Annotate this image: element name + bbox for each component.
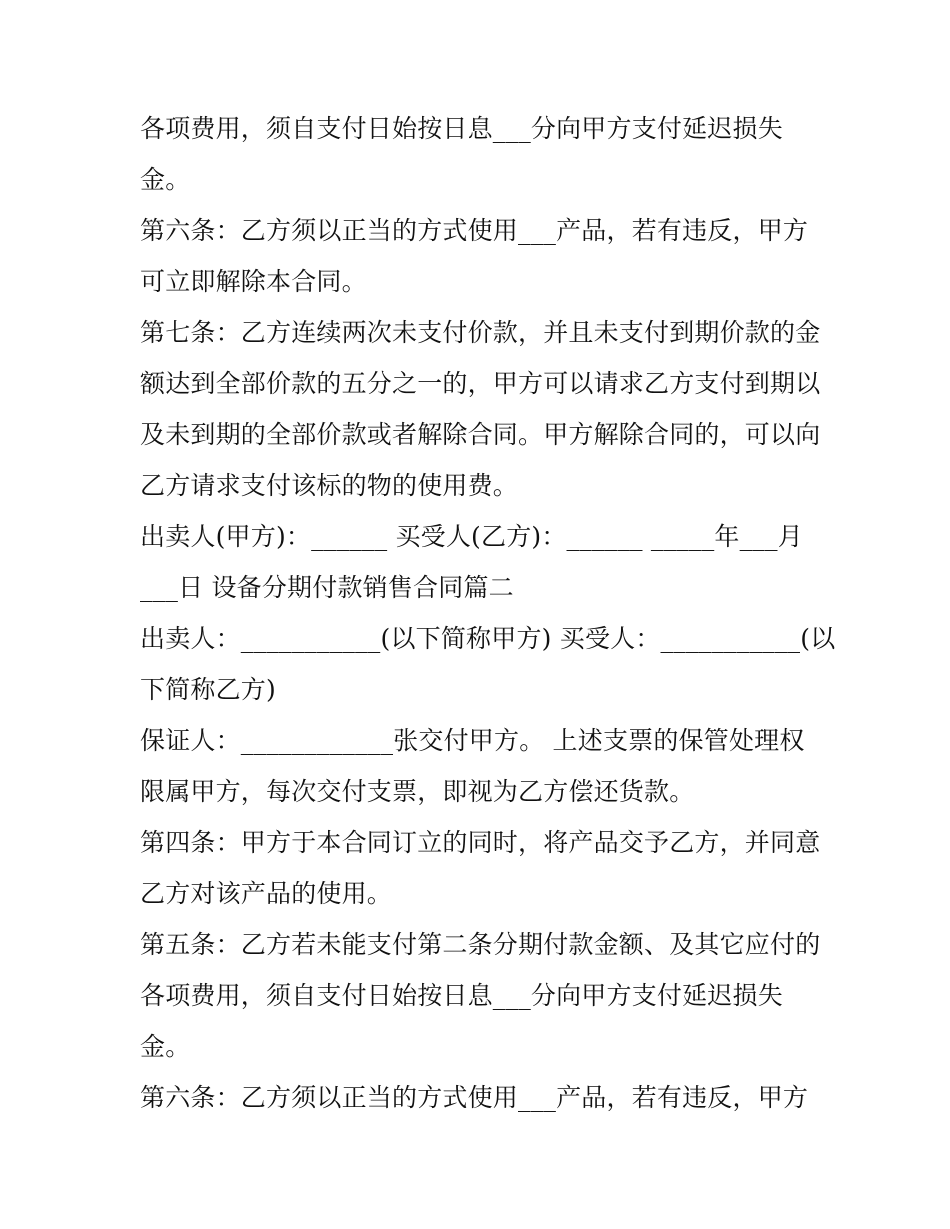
text-line: 及未到期的全部价款或者解除合同。甲方解除合同的，可以向	[140, 420, 821, 449]
text-line: 金。	[140, 1032, 191, 1061]
document-body	[140, 103, 836, 1123]
text-line: 各项费用，须自支付日始按日息___分向甲方支付延迟损失	[140, 114, 783, 143]
text-line: 第七条：乙方连续两次未支付价款，并且未支付到期价款的金	[140, 318, 821, 347]
text-line: 乙方对该产品的使用。	[140, 879, 393, 908]
section-heading-line: ___日 设备分期付款销售合同篇二	[140, 573, 514, 602]
text-line: 第六条：乙方须以正当的方式使用___产品，若有违反，甲方	[140, 216, 809, 245]
text-line: 保证人：____________张交付甲方。 上述支票的保管处理权	[140, 726, 805, 755]
text-line: 各项费用，须自支付日始按日息___分向甲方支付延迟损失	[140, 981, 783, 1010]
text-line: 限属甲方，每次交付支票，即视为乙方偿还货款。	[140, 777, 695, 806]
text-line: 额达到全部价款的五分之一的，甲方可以请求乙方支付到期以	[140, 369, 821, 398]
text-line: 可立即解除本合同。	[140, 267, 367, 296]
text-line: 下简称乙方)	[140, 675, 276, 704]
text-line: 乙方请求支付该标的物的使用费。	[140, 471, 519, 500]
text-line: 第六条：乙方须以正当的方式使用___产品，若有违反，甲方	[140, 1083, 809, 1112]
text-line: 出卖人：___________(以下简称甲方) 买受人：___________(以	[140, 624, 836, 653]
text-line: 第四条：甲方于本合同订立的同时，将产品交予乙方，并同意	[140, 828, 821, 857]
text-line: 金。	[140, 165, 191, 194]
text-line: 第五条：乙方若未能支付第二条分期付款金额、及其它应付的	[140, 930, 821, 959]
signature-line: 出卖人(甲方)：______ 买受人(乙方)：______ _____年___月	[140, 522, 803, 551]
